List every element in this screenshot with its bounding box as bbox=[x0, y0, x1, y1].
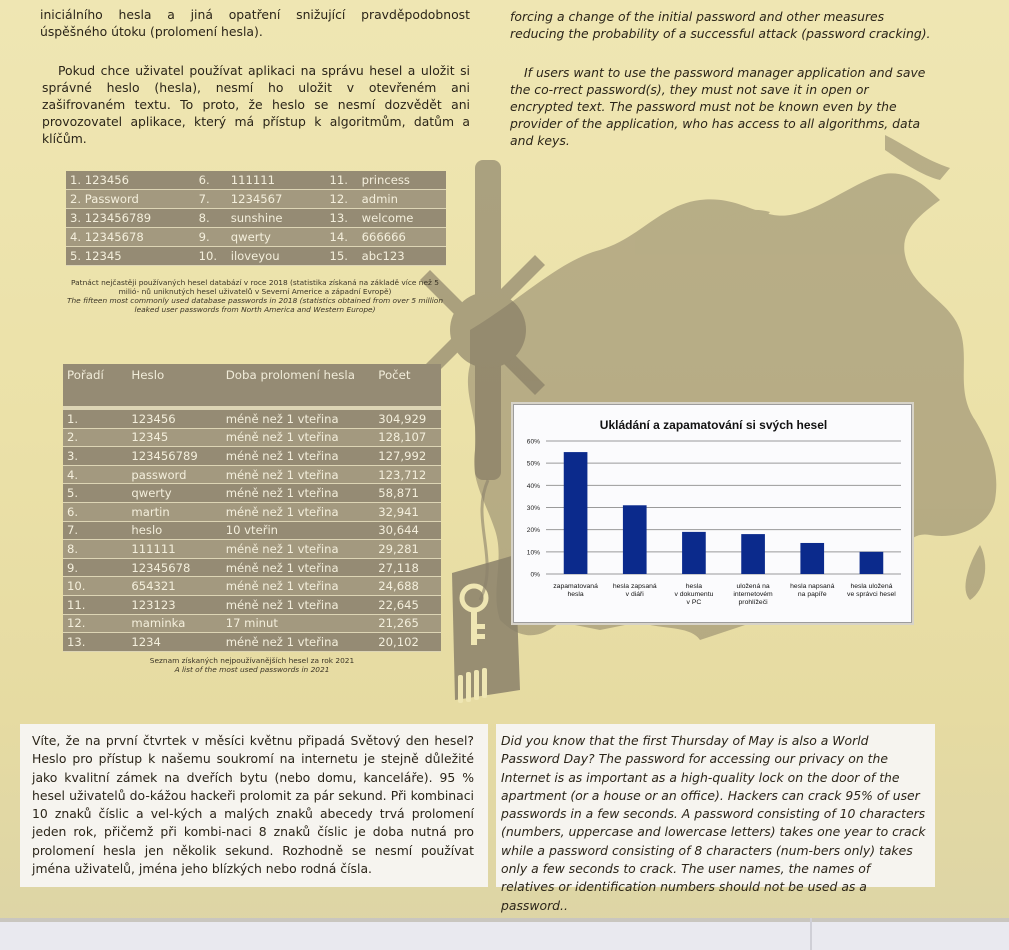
top15-password-table bbox=[66, 171, 446, 266]
y-tick-label: 30% bbox=[526, 505, 540, 512]
top15-row bbox=[66, 247, 446, 266]
pw2021-cell: 127,992 bbox=[374, 447, 441, 466]
pw2021-cell: 9. bbox=[63, 558, 127, 577]
pw2021-cell: 12345678 bbox=[127, 558, 221, 577]
top15-cell: 15. bbox=[326, 247, 358, 266]
pw2021-cell: 111111 bbox=[127, 540, 221, 559]
top15-row bbox=[66, 228, 446, 247]
pw2021-header-cell: Doba prolomení hesla bbox=[222, 364, 375, 408]
pw2021-cell: 4. bbox=[63, 465, 127, 484]
pw2021-cell: 123456789 bbox=[127, 447, 221, 466]
pw2021-caption bbox=[63, 656, 441, 674]
pw2021-row bbox=[63, 408, 441, 428]
pw2021-header-row bbox=[63, 364, 441, 408]
pw2021-cell: 58,871 bbox=[374, 484, 441, 503]
password-storage-chart bbox=[513, 404, 912, 623]
pw2021-caption-cz: Seznam získaných nejpoužívanějších hesel za rok 2021 bbox=[149, 656, 355, 665]
pw2021-row bbox=[63, 558, 441, 577]
pw2021-cell: 304,929 bbox=[374, 408, 441, 428]
pw2021-cell: 123456 bbox=[127, 408, 221, 428]
pw2021-row bbox=[63, 502, 441, 521]
pw2021-cell: méně než 1 vteřina bbox=[222, 577, 375, 596]
pw2021-cell: méně než 1 vteřina bbox=[222, 428, 375, 447]
top15-row bbox=[66, 171, 446, 190]
top15-cell: 2. Password bbox=[66, 190, 195, 209]
y-tick-label: 60% bbox=[526, 438, 540, 446]
top15-cell: sunshine bbox=[227, 209, 326, 228]
pw2021-row bbox=[63, 633, 441, 652]
pw2021-row bbox=[63, 428, 441, 447]
pw2021-cell: 12345 bbox=[127, 428, 221, 447]
note-panel-cz bbox=[20, 724, 488, 887]
pw2021-row bbox=[63, 447, 441, 466]
top15-cell: welcome bbox=[358, 209, 446, 228]
pw2021-cell: 123123 bbox=[127, 595, 221, 614]
x-tick-label: hesla bbox=[685, 583, 703, 590]
top15-cell: princess bbox=[358, 171, 446, 190]
pw2021-cell: méně než 1 vteřina bbox=[222, 595, 375, 614]
x-tick-label: zapamatovaná bbox=[553, 583, 598, 590]
top15-caption-cz: Patnáct nejčastěji používaných hesel databází v roce 2018 (statistika získaná na základě více než 5 milió- nů uniknutých hesel uživatelů v Severní Americe a západní Evropě) bbox=[71, 278, 439, 296]
pw2021-cell: heslo bbox=[127, 521, 221, 540]
x-tick-label: v dokumentu bbox=[674, 591, 714, 598]
top15-cell: 666666 bbox=[358, 228, 446, 247]
pw2021-header-cell: Počet bbox=[374, 364, 441, 408]
pw2021-cell: password bbox=[127, 465, 221, 484]
pw2021-cell: 27,118 bbox=[374, 558, 441, 577]
pw2021-row bbox=[63, 484, 441, 503]
pw2021-cell: 24,688 bbox=[374, 577, 441, 596]
pw2021-cell: 1234 bbox=[127, 633, 221, 652]
y-tick-label: 40% bbox=[526, 482, 540, 490]
x-tick-label: v PC bbox=[686, 599, 702, 606]
y-tick-label: 50% bbox=[526, 460, 540, 468]
x-tick-label: uložená na bbox=[736, 583, 770, 590]
bar bbox=[564, 452, 588, 574]
pw2021-cell: maminka bbox=[127, 614, 221, 633]
pw2021-cell: 3. bbox=[63, 447, 127, 466]
intro-cz-1: iniciálního hesla a jiná opatření snižující pravděpodobnost úspěšného útoku (prolomení hesla). bbox=[40, 7, 470, 39]
bar bbox=[860, 552, 884, 574]
x-tick-label: hesla uložená bbox=[850, 583, 893, 590]
pw2021-cell: 10 vteřin bbox=[222, 521, 375, 540]
top15-cell: 1234567 bbox=[227, 190, 326, 209]
pw2021-cell: 7. bbox=[63, 521, 127, 540]
top15-cell: 9. bbox=[195, 228, 227, 247]
x-tick-label: hesla bbox=[567, 591, 584, 598]
top15-cell: 7. bbox=[195, 190, 227, 209]
pw2021-cell: 128,107 bbox=[374, 428, 441, 447]
pw2021-cell: méně než 1 vteřina bbox=[222, 484, 375, 503]
pw2021-cell: 123,712 bbox=[374, 465, 441, 484]
x-tick-label: v diáři bbox=[625, 591, 644, 598]
top15-row bbox=[66, 190, 446, 209]
top15-cell: 1. 123456 bbox=[66, 171, 195, 190]
top15-cell: 8. bbox=[195, 209, 227, 228]
pw2021-caption-en: A list of the most used passwords in 2021 bbox=[174, 665, 330, 674]
top15-row bbox=[66, 209, 446, 228]
top15-cell: qwerty bbox=[227, 228, 326, 247]
pw2021-cell: 8. bbox=[63, 540, 127, 559]
pw2021-row bbox=[63, 521, 441, 540]
pw2021-cell: méně než 1 vteřina bbox=[222, 447, 375, 466]
pw2021-cell: 11. bbox=[63, 595, 127, 614]
top15-cell: 11. bbox=[326, 171, 358, 190]
pw2021-cell: 6. bbox=[63, 502, 127, 521]
pw2021-row bbox=[63, 577, 441, 596]
floor-seam bbox=[810, 918, 812, 950]
floor bbox=[0, 918, 1009, 950]
pw2021-cell: 17 minut bbox=[222, 614, 375, 633]
top15-cell: 3. 123456789 bbox=[66, 209, 195, 228]
top15-cell: 111111 bbox=[227, 171, 326, 190]
note-panel-en bbox=[496, 724, 935, 913]
pw2021-header-cell: Heslo bbox=[127, 364, 221, 408]
pw2021-cell: 13. bbox=[63, 633, 127, 652]
passwords-2021-table bbox=[63, 364, 441, 652]
pw2021-header-cell: Pořadí bbox=[63, 364, 127, 408]
chart-title: Ukládání a zapamatování si svých hesel bbox=[599, 418, 828, 432]
x-tick-label: na papíře bbox=[797, 591, 827, 598]
pw2021-cell: 10. bbox=[63, 577, 127, 596]
top15-cell: 13. bbox=[326, 209, 358, 228]
pw2021-row bbox=[63, 540, 441, 559]
x-tick-label: ve správci hesel bbox=[847, 591, 896, 598]
top15-cell: 6. bbox=[195, 171, 227, 190]
pw2021-cell: 32,941 bbox=[374, 502, 441, 521]
pw2021-cell: 20,102 bbox=[374, 633, 441, 652]
y-tick-label: 10% bbox=[526, 549, 540, 557]
pw2021-cell: 12. bbox=[63, 614, 127, 633]
pw2021-cell: 5. bbox=[63, 484, 127, 503]
top15-cell: 5. 12345 bbox=[66, 247, 195, 266]
pw2021-cell: méně než 1 vteřina bbox=[222, 540, 375, 559]
pw2021-cell: méně než 1 vteřina bbox=[222, 633, 375, 652]
pw2021-cell: méně než 1 vteřina bbox=[222, 558, 375, 577]
bar bbox=[741, 534, 765, 574]
note-en-text: Did you know that the first Thursday of May is also a World Password Day? The password for accessing our privacy on the Internet is as important as a high-quality lock on the door of the apartment (or a house or an office). Hackers can crack 95% of user passwords in a few seconds. A password consisting of 10 characters (numbers, uppercase and lowercase letters) takes one year to crack while a password consisting of 8 characters (num-bers only) takes only a few seconds to crack. The user names, the names of relatives or identification numbers should not be used as a password.. bbox=[501, 733, 926, 913]
top15-cell: 4. 12345678 bbox=[66, 228, 195, 247]
pw2021-cell: qwerty bbox=[127, 484, 221, 503]
top15-cell: abc123 bbox=[358, 247, 446, 266]
pw2021-cell: 2. bbox=[63, 428, 127, 447]
bar bbox=[682, 532, 706, 574]
intro-cz-2: Pokud chce uživatel používat aplikaci na správu hesel a uložit si správné heslo (hesla), nesmí ho uložit v otevřeném ani zašifrovaném textu. To proto, že heslo se nesmí dozvědět ani provozovatel aplikace, který má přístup k algoritmům, datům a klíčům. bbox=[42, 63, 470, 146]
pw2021-cell: 1. bbox=[63, 408, 127, 428]
pw2021-cell: 30,644 bbox=[374, 521, 441, 540]
chart-svg bbox=[514, 405, 911, 622]
note-cz-text: Víte, že na první čtvrtek v měsíci květnu připadá Světový den hesel? Heslo pro přístup k našemu soukromí na internetu je stejně důležité jako kvalitní zámek na dveřích bytu (nebo domu, kanceláře). 95 % hesel uživatelů do-kážou hackeři prolomit za pár sekund. Při kombinaci 10 znaků číslic a vel-kých a malých znaků abecedy trvá prolomení jeden rok, přičemž při kombi-naci 8 znaků číslic je doba nutná pro prolomení hesla jen několik sekund. Rozhodně se nesmí používat jména uživatelů, jména jeho blízkých nebo rodná čísla. bbox=[32, 733, 474, 877]
bar bbox=[623, 505, 647, 574]
top15-caption bbox=[62, 278, 448, 314]
pw2021-cell: méně než 1 vteřina bbox=[222, 408, 375, 428]
pw2021-cell: 29,281 bbox=[374, 540, 441, 559]
top15-caption-en: The fifteen most commonly used database passwords in 2018 (statistics obtained from over 5 million leaked user passwords from North America and Western Europe) bbox=[66, 296, 444, 314]
pw2021-cell: 654321 bbox=[127, 577, 221, 596]
top15-cell: 14. bbox=[326, 228, 358, 247]
x-tick-label: prohlížeči bbox=[738, 599, 768, 606]
top15-cell: 10. bbox=[195, 247, 227, 266]
pw2021-row bbox=[63, 614, 441, 633]
pw2021-cell: 21,265 bbox=[374, 614, 441, 633]
x-tick-label: hesla napsaná bbox=[790, 583, 835, 590]
top15-cell: admin bbox=[358, 190, 446, 209]
x-tick-label: internetovém bbox=[733, 591, 773, 598]
pw2021-row bbox=[63, 595, 441, 614]
pw2021-row bbox=[63, 465, 441, 484]
top15-cell: iloveyou bbox=[227, 247, 326, 266]
y-tick-label: 0% bbox=[530, 571, 540, 579]
y-tick-label: 20% bbox=[526, 527, 540, 535]
intro-en-1: forcing a change of the initial password and other measures reducing the probability of a successful attack (password cracking). bbox=[510, 9, 931, 41]
intro-en-2: If users want to use the password manager application and save the co-rrect password(s), they must not save it in open or encrypted text. The password must not be known even by the provider of the application, who has access to all algorithms, data and keys. bbox=[510, 65, 926, 148]
top15-cell: 12. bbox=[326, 190, 358, 209]
bar bbox=[800, 543, 824, 574]
pw2021-cell: 22,645 bbox=[374, 595, 441, 614]
pw2021-cell: méně než 1 vteřina bbox=[222, 502, 375, 521]
pw2021-cell: martin bbox=[127, 502, 221, 521]
pw2021-cell: méně než 1 vteřina bbox=[222, 465, 375, 484]
x-tick-label: hesla zapsaná bbox=[612, 583, 657, 590]
